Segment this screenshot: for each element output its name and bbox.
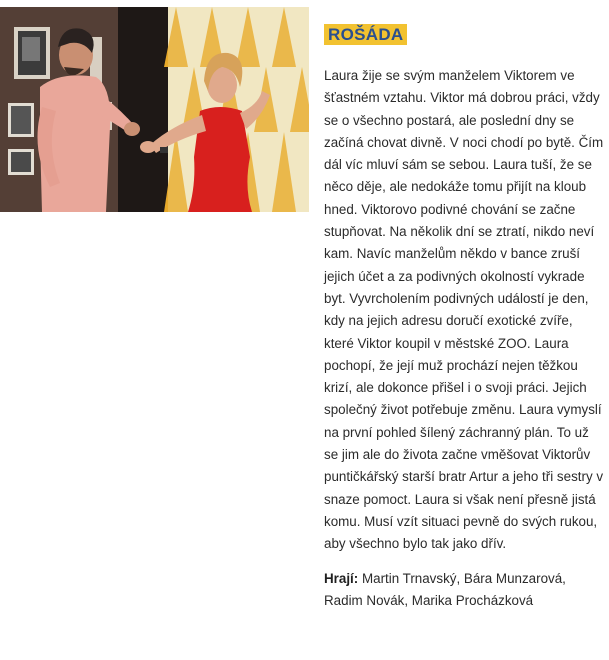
article-title: ROŠÁDA — [324, 24, 407, 45]
article — [324, 24, 606, 612]
article-body: Laura žije se svým manželem Viktorem ve šťastném vztahu. Viktor má dobrou práci, vždy se o všechno postará, ale poslední dny se začíná chovat divně. V noci chodí po bytě. Čím dál víc mluví sám se sebou. Laura tuší, že se něco děje, ale nedokáže tomu přijít na kloub hned. Viktorovo podivné chování se začne stupňovat. Na několik dní se ztratí, nikdo neví kam. Navíc manželům někdo v bance zruší jejich účet a za podivných okolností vykrade byt. Vyvrcholením podivných událostí je den, kdy na jejich adresu doručí exotické zvíře, které Viktor koupil v městské ZOO. Laura pochopí, že její muž prochází nejen těžkou krizí, ale dokonce přišel i o svoji práci. Jejich společný život potřebuje změnu. Laura vymyslí na první pohled šílený záchranný plán. To už se jim ale do života začne vměšovat Viktorův puntičkářský starší bratr Artur a jeho tři sestry v snaze pomoct. Laura si však není přesně jistá komu. Musí vzít situaci pevně do svých rukou, aby všechno bylo tak jako dřív. — [324, 68, 604, 552]
scene-photo — [0, 7, 309, 212]
cast-names: Martin Trnavský, Bára Munzarová, Radim Novák, Marika Procházková — [324, 570, 566, 608]
cast-line — [324, 568, 606, 613]
cast-label: Hrají: — [324, 570, 359, 586]
